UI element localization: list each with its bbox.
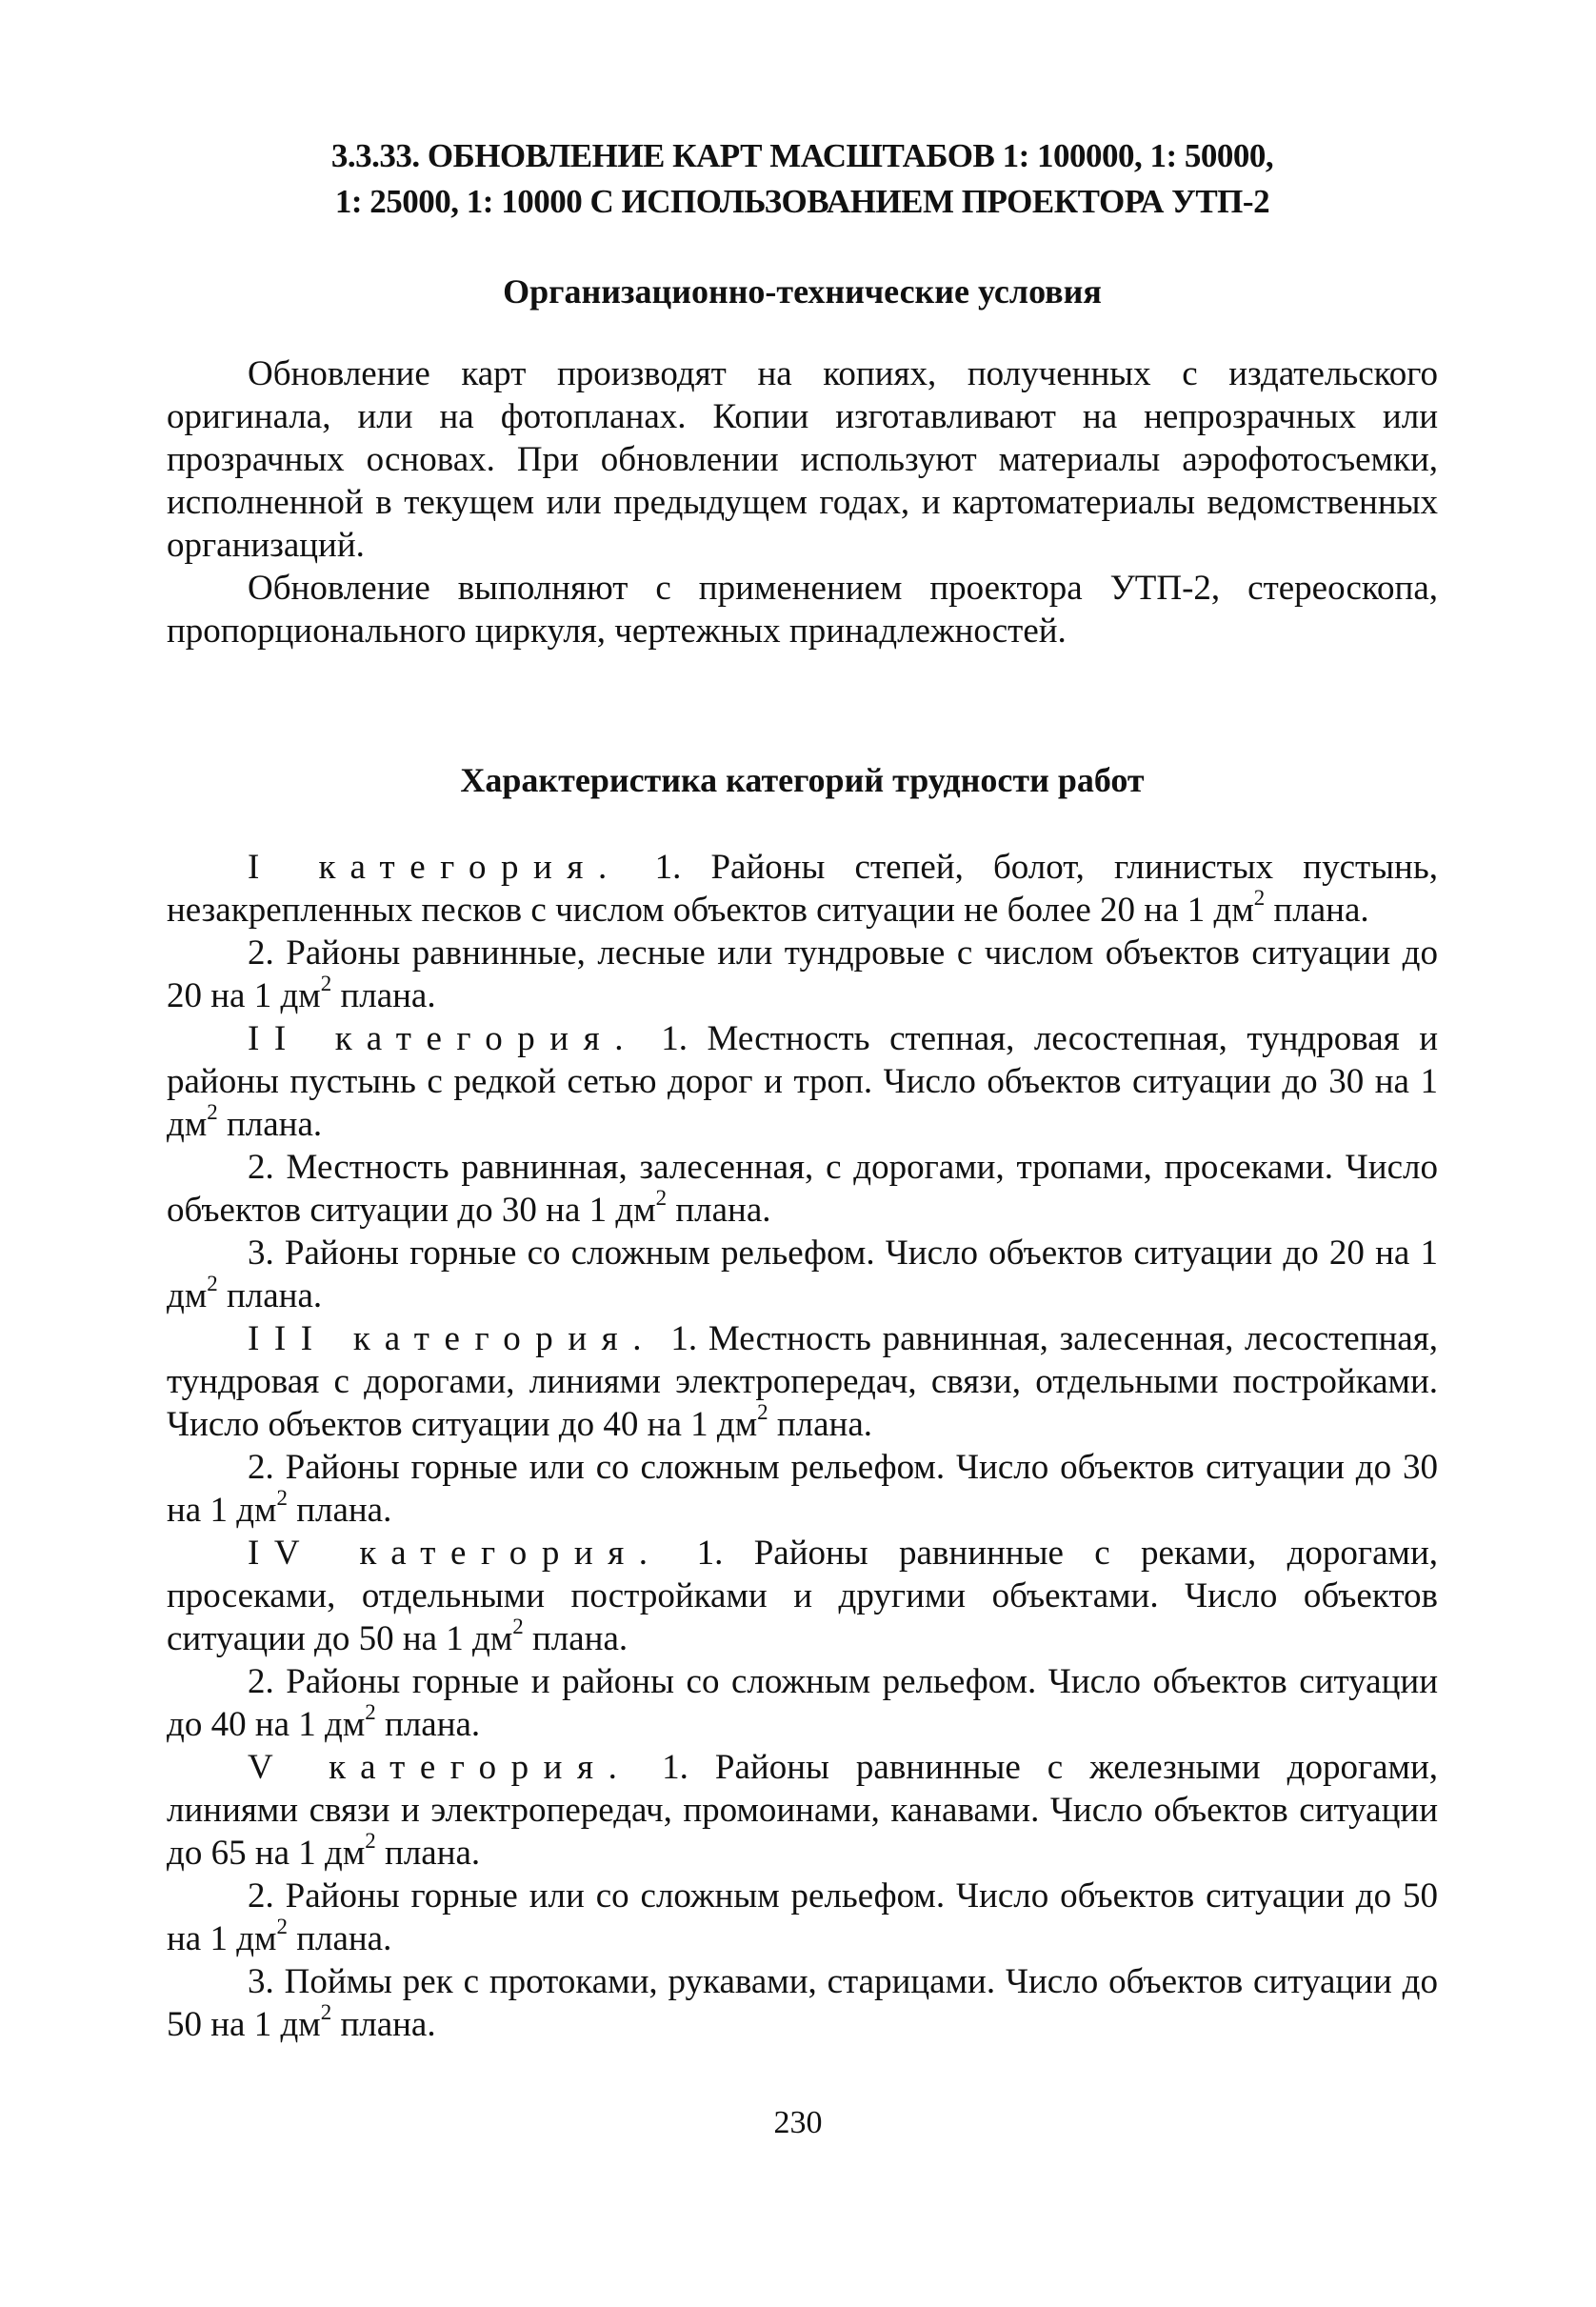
conditions-paragraph-1: Обновление карт производят на копиях, полученных с издательского оригинала, или на фотопланах. Копии изготавливают на непрозрачных или прозрачных основах. При обновлении используют материалы аэрофотосъемки, исполненной в текущем или предыдущем годах, и картоматериалы ведомственных организаций. [167, 354, 1438, 565]
document-heading [167, 133, 1438, 225]
page-number: 230 [773, 2105, 823, 2140]
category-4-item-2: 2. Районы горные и районы со сложным рельефом. Число объектов ситуации до 40 на 1 $дм^2$ плана. [167, 1662, 1438, 1744]
category-label: II категория. [248, 1019, 638, 1058]
category-4-item-1: IV категория. 1. Районы равнинные с реками, дорогами, просеками, отдельными постройками и другими объектами. Число объектов ситуации до 50 на 1 $дм^2$ плана. [167, 1534, 1438, 1658]
category-label: V категория. [248, 1748, 632, 1787]
category-5-item-3: 3. Поймы рек с протоками, рукавами, старицами. Число объектов ситуации до 50 на 1 $дм^2$ плана. [167, 1962, 1438, 2044]
section-title-conditions: Организационно-технические условия [503, 272, 1102, 311]
section-title-categories: Характеристика категорий трудности работ [460, 761, 1145, 799]
category-label: III категория. [248, 1319, 657, 1358]
heading-line-2: 1: 25000, 1: 10000 С ИСПОЛЬЗОВАНИЕМ ПРОЕКТОРА УТП-2 [334, 183, 1270, 220]
category-label: IV категория. [248, 1534, 663, 1573]
category-1-item-2: 2. Районы равнинные, лесные или тундровые с числом объектов ситуации до 20 на 1 $дм^2$ плана. [167, 933, 1438, 1015]
category-label: I категория. [248, 848, 622, 887]
document-page [167, 133, 1438, 2046]
category-5-item-2: 2. Районы горные или со сложным рельефом. Число объектов ситуации до 50 на 1 $дм^2$ плана. [167, 1876, 1438, 1958]
category-1-item-1: I категория. 1. Районы степей, болот, глинистых пустынь, незакрепленных песков с числом объектов ситуации не более 20 на 1 $дм^2$ плана. [167, 848, 1438, 930]
category-2-item-3: 3. Районы горные со сложным рельефом. Число объектов ситуации до 20 на 1 $дм^2$ плана. [167, 1234, 1438, 1315]
heading-line-1: 3.3.33. ОБНОВЛЕНИЕ КАРТ МАСШТАБОВ 1: 100000, 1: 50000, [330, 137, 1274, 174]
category-5-item-1: V категория. 1. Районы равнинные с железными дорогами, линиями связи и электропередач, промоинами, канавами. Число объектов ситуации до 65 на 1 $дм^2$ плана. [167, 1748, 1439, 1873]
category-3-item-2: 2. Районы горные или со сложным рельефом. Число объектов ситуации до 30 на 1 $дм^2$ плана. [167, 1448, 1438, 1530]
category-2-item-2: 2. Местность равнинная, залесенная, с дорогами, тропами, просеками. Число объектов ситуации до 30 на 1 $дм^2$ плана. [167, 1148, 1438, 1230]
category-3-item-1: III категория. 1. Местность равнинная, залесенная, лесостепная, тундровая с дорогами, линиями электропередач, связи, отдельными постройками. Число объектов ситуации до 40 на 1 $дм^2$ плана. [167, 1319, 1439, 1444]
conditions-paragraph-2: Обновление выполняют с применением проектора УТП-2, стереоскопа, пропорционального циркуля, чертежных принадлежностей. [167, 569, 1438, 651]
category-2-item-1: II категория. 1. Местность степная, лесостепная, тундровая и районы пустынь с редкой сетью дорог и троп. Число объектов ситуации до 30 на 1 $дм^2$ плана. [167, 1019, 1438, 1144]
